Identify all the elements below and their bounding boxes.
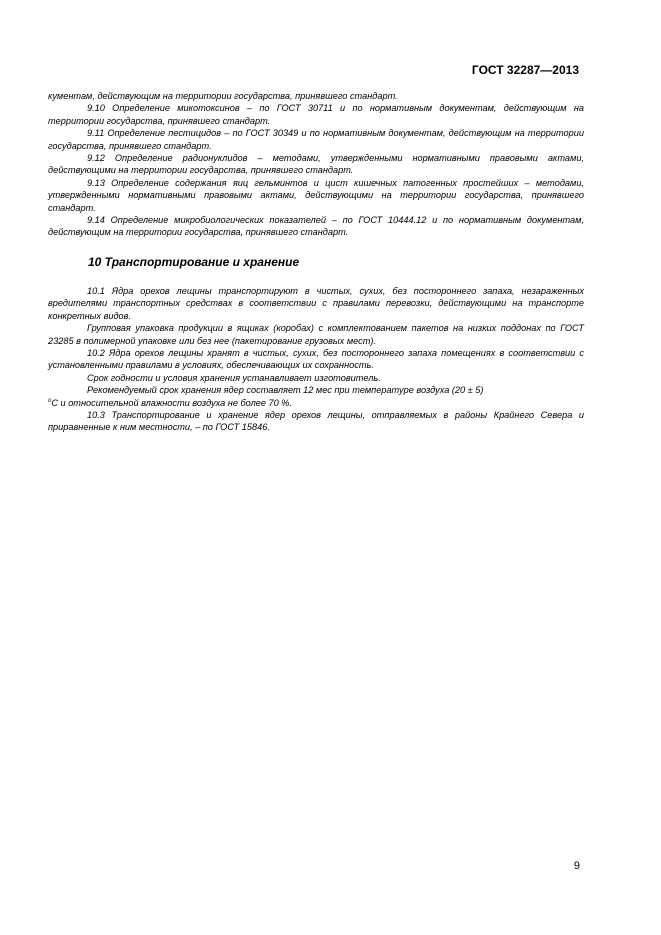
document-code-header: ГОСТ 32287—2013 bbox=[471, 63, 579, 77]
paragraph-9-11: 9.11 Определение пестицидов – по ГОСТ 30349 и по нормативным документам, действующим на территории государства, принявшего стандарт. bbox=[48, 128, 584, 151]
paragraph-storage-term-continued bbox=[48, 397, 584, 409]
paragraph-10-3: 10.3 Транспортирование и хранение ядер орехов лещины, отправляемых в районы Крайнего Севера и приравненные к ним местности, – по ГОСТ 15846. bbox=[48, 410, 584, 433]
paragraph-9-12: 9.12 Определение радионуклидов – методами, утвержденными нормативными правовыми актами, действующими на территории государства, принявшего стандарт. bbox=[48, 153, 584, 176]
paragraph-storage-term: Рекомендуемый срок хранения ядер составляет 12 мес при температуре воздуха (20 ± 5) bbox=[87, 385, 484, 396]
storage-term-text: C и относительной влажности воздуха не более 70 %. bbox=[51, 397, 293, 408]
section-9-text bbox=[48, 90, 584, 239]
paragraph-9-10: 9.10 Определение микотоксинов – по ГОСТ 30711 и по нормативным документам, действующим на территории государства, принявшего стандарт. bbox=[48, 103, 584, 126]
section-10-text bbox=[48, 285, 584, 434]
paragraph-10-1: 10.1 Ядра орехов лещины транспортируют в чистых, сухих, без постороннего запаха, незараженных вредителями транспортных средствах в соответствии с правилами перевозки, действующими на транспорте конкретных видов. bbox=[48, 286, 584, 321]
paragraph-shelf-life: Срок годности и условия хранения устанавливает изготовитель. bbox=[87, 372, 381, 383]
section-10-heading: 10 Транспортирование и хранение bbox=[88, 255, 300, 269]
paragraph-9-13: 9.13 Определение содержания яиц гельминтов и цист кишечных патогенных простейших – методами, утвержденными нормативными правовыми актами, действующими на территории государства, принявшего стандарт. bbox=[48, 177, 584, 213]
paragraph-10-2: 10.2 Ядра орехов лещины хранят в чистых, сухих, без постороннего запаха помещениях в соответствии с установленными правилами в условиях, обеспечивающих их сохранность. bbox=[48, 348, 584, 371]
degree-mark: о bbox=[48, 397, 52, 404]
paragraph-continuation: кументам, действующим на территории государства, принявшего стандарт. bbox=[48, 91, 398, 101]
page-number: 9 bbox=[573, 860, 580, 872]
paragraph-group-packaging: Групповая упаковка продукции в ящиках (коробах) с комплектованием пакетов на низких поддонах по ГОСТ 23285 в полимерной упаковке или без нее (пакетирование грузовых мест). bbox=[48, 323, 584, 346]
paragraph-9-14: 9.14 Определение микробиологических показателей – по ГОСТ 10444.12 и по нормативным документам, действующим на территории государства, принявшего стандарт. bbox=[48, 215, 584, 238]
